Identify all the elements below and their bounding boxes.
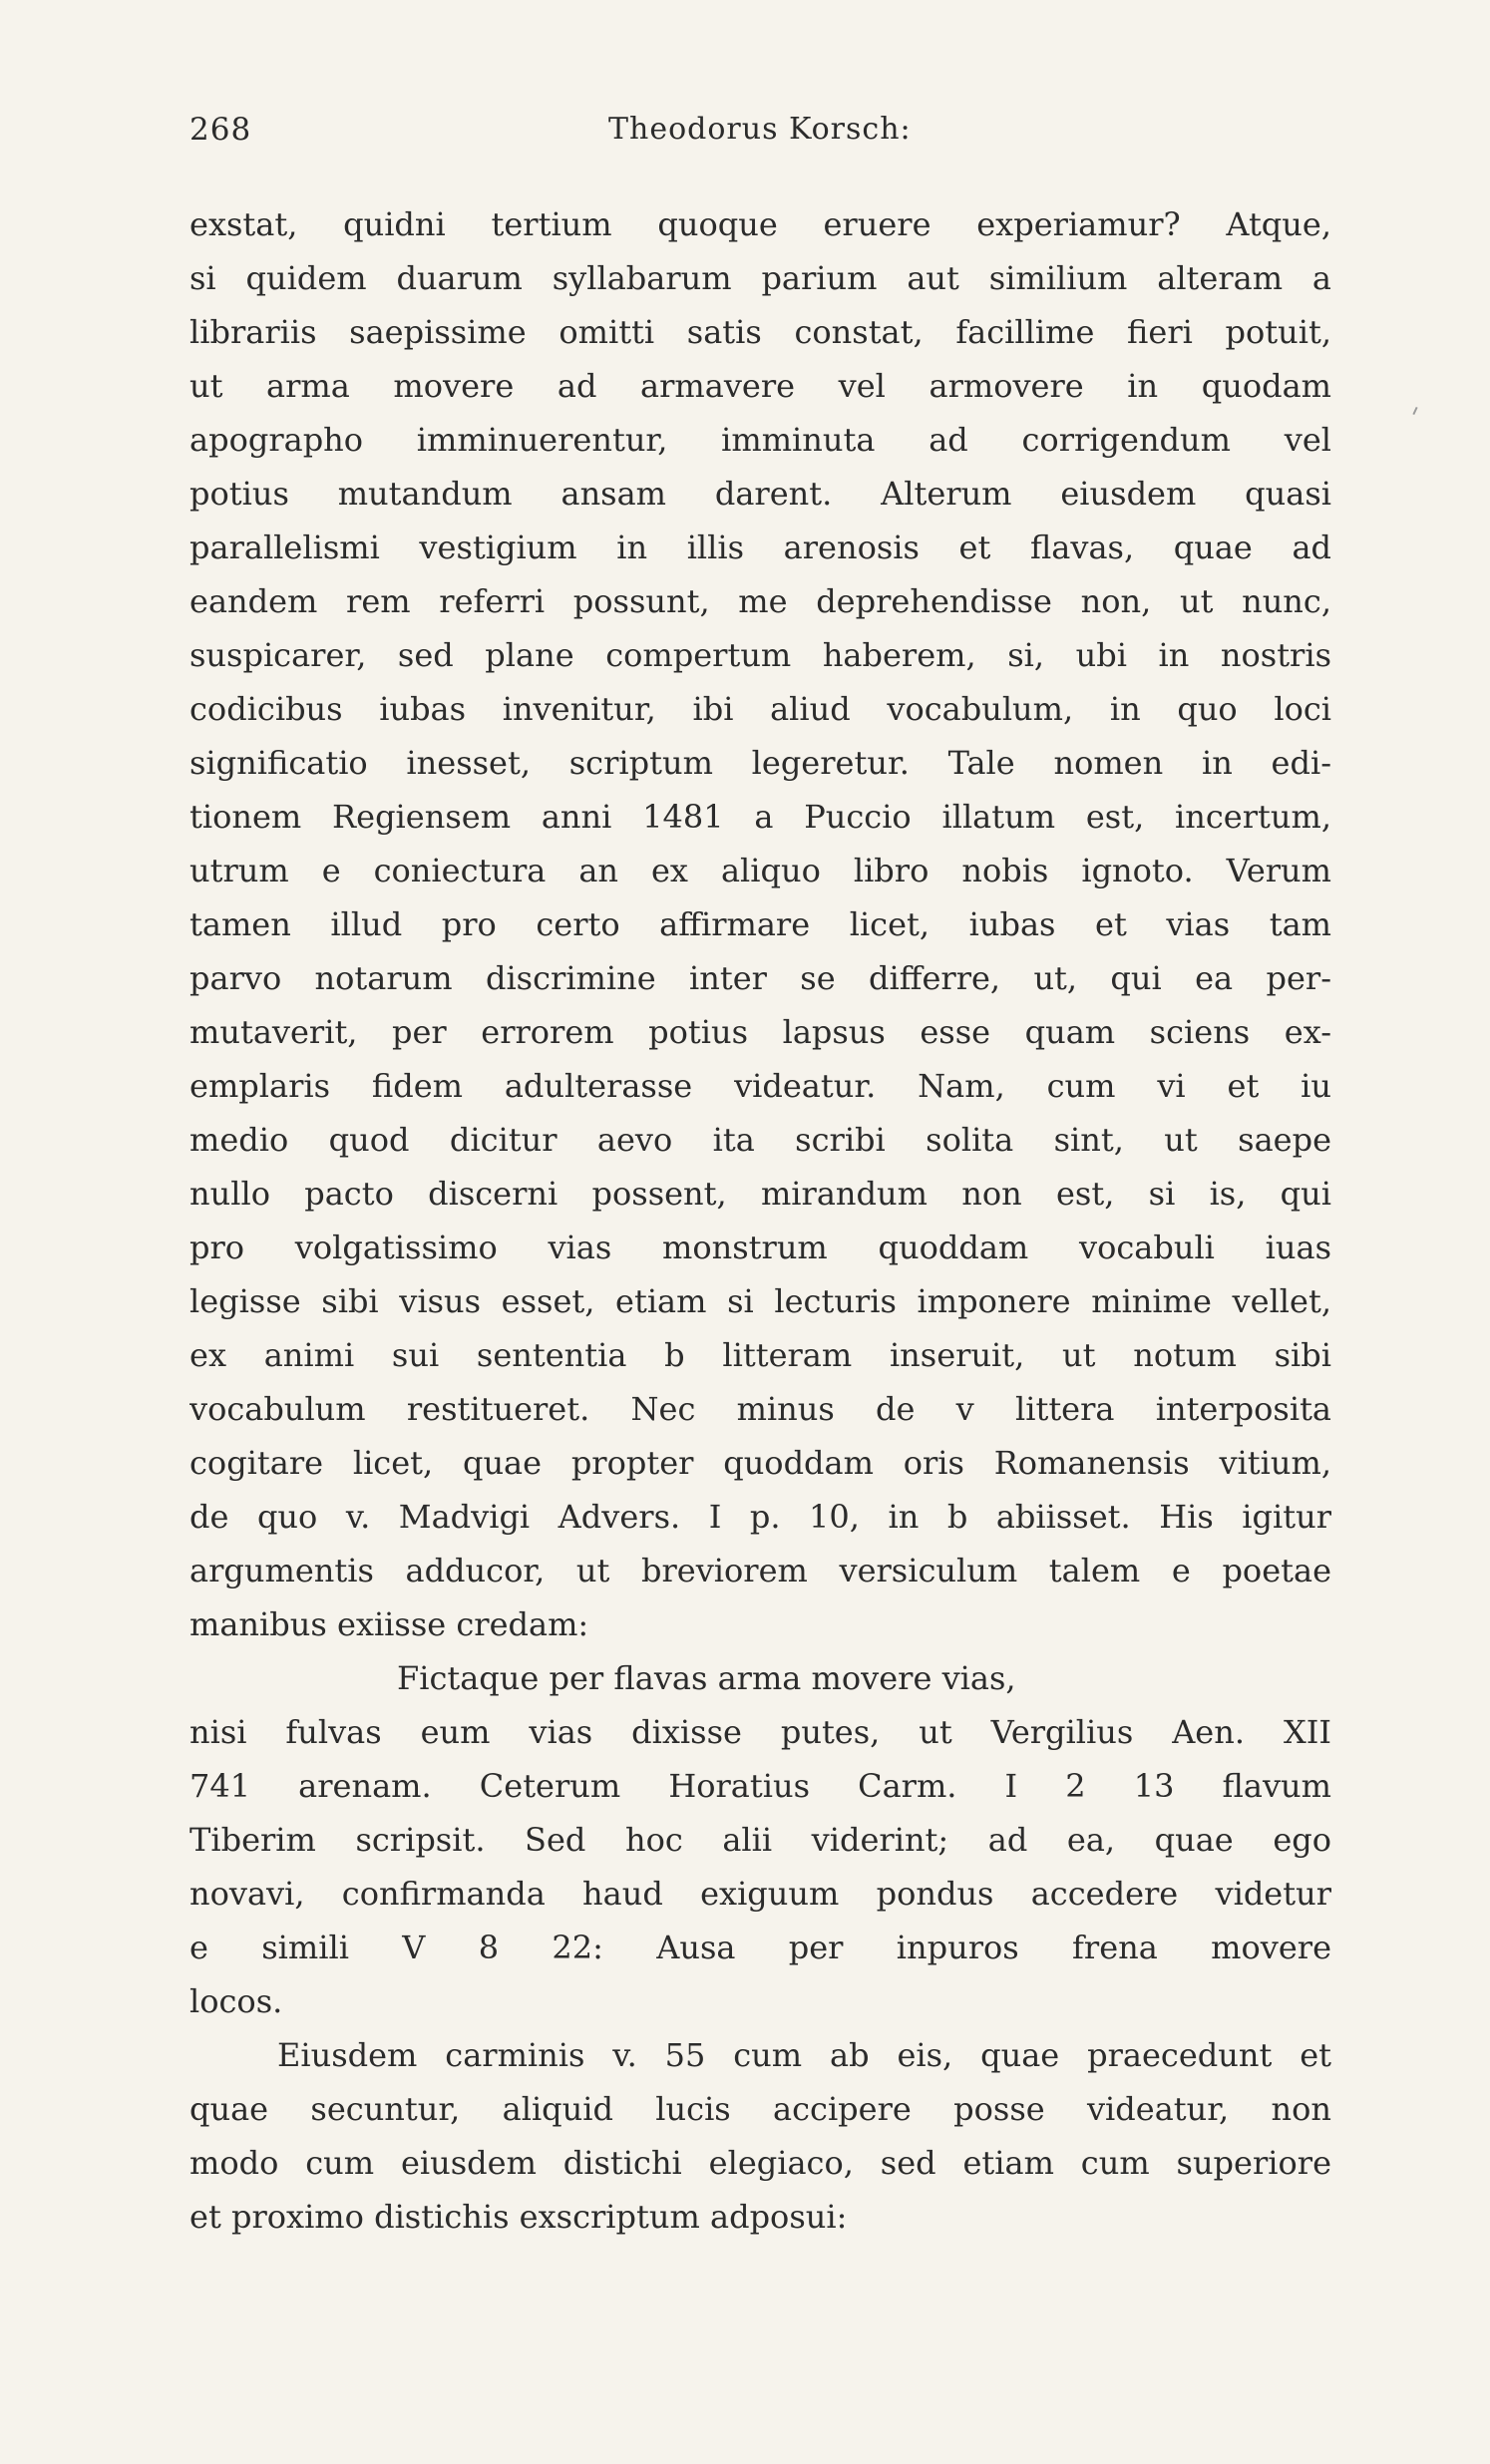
text-line: significatio inesset, scriptum legeretur. Tale nomen in edi- bbox=[189, 744, 1331, 782]
text-line: quae secuntur, aliquid lucis accipere posse videatur, non bbox=[189, 2090, 1331, 2128]
text-line: pro volgatissimo vias monstrum quoddam vocabuli iuas bbox=[189, 1229, 1331, 1266]
running-title: Theodorus Korsch: bbox=[608, 112, 912, 147]
text-line: nisi fulvas eum vias dixisse putes, ut Vergilius Aen. XII bbox=[189, 1713, 1331, 1751]
text-line: argumentis adducor, ut breviorem versiculum talem e poetae bbox=[189, 1552, 1331, 1589]
text-line: utrum e coniectura an ex aliquo libro nobis ignoto. Verum bbox=[189, 852, 1331, 889]
text-line: eandem rem referri possunt, me deprehendisse non, ut nunc, bbox=[189, 582, 1331, 620]
text-line: vocabulum restitueret. Nec minus de v littera interposita bbox=[189, 1390, 1331, 1428]
text-line: novavi, confirmanda haud exiguum pondus accedere videtur bbox=[189, 1875, 1331, 1913]
text-line: e simili V 8 22: Ausa per inpuros frena movere bbox=[189, 1929, 1331, 1966]
text-line: 741 arenam. Ceterum Horatius Carm. I 2 13 flavum bbox=[189, 1767, 1331, 1805]
text-line: modo cum eiusdem distichi elegiaco, sed etiam cum superiore bbox=[189, 2144, 1331, 2182]
text-line: parvo notarum discrimine inter se differre, ut, qui ea per- bbox=[189, 959, 1331, 997]
text-line: tionem Regiensem anni 1481 a Puccio illatum est, incertum, bbox=[189, 798, 1331, 836]
text-line: legisse sibi visus esset, etiam si lecturis imponere minime vellet, bbox=[189, 1282, 1331, 1320]
text-line: medio quod dicitur aevo ita scribi solita sint, ut saepe bbox=[189, 1121, 1331, 1159]
text-line: apographo imminuerentur, imminuta ad corrigendum vel bbox=[189, 421, 1331, 459]
text-line: ex animi sui sententia b litteram inseruit, ut notum sibi bbox=[189, 1336, 1331, 1374]
text-line: nullo pacto discerni possent, mirandum non est, si is, qui bbox=[189, 1175, 1331, 1213]
verse-line: Fictaque per flavas arma movere vias, bbox=[397, 1659, 1016, 1697]
paragraph-first-line: Eiusdem carminis v. 55 cum ab eis, quae praecedunt et bbox=[277, 2036, 1331, 2074]
text-line: exstat, quidni tertium quoque eruere experiamur? Atque, bbox=[189, 205, 1331, 243]
text-line: de quo v. Madvigi Advers. I p. 10, in b abiisset. His igitur bbox=[189, 1498, 1331, 1536]
text-line: ut arma movere ad armavere vel armovere in quodam bbox=[189, 367, 1331, 405]
margin-mark bbox=[1412, 407, 1417, 415]
text-line: suspicarer, sed plane compertum haberem, si, ubi in nostris bbox=[189, 636, 1331, 674]
text-line: Tiberim scripsit. Sed hoc alii viderint; ad ea, quae ego bbox=[189, 1821, 1331, 1859]
text-line: tamen illud pro certo affirmare licet, iubas et vias tam bbox=[189, 905, 1331, 943]
text-line: potius mutandum ansam darent. Alterum eiusdem quasi bbox=[189, 475, 1331, 513]
text-line: cogitare licet, quae propter quoddam oris Romanensis vitium, bbox=[189, 1444, 1331, 1482]
text-line: parallelismi vestigium in illis arenosis et flavas, quae ad bbox=[189, 528, 1331, 566]
text-line: mutaverit, per errorem potius lapsus esse quam sciens ex- bbox=[189, 1013, 1331, 1051]
page-number: 268 bbox=[189, 112, 252, 148]
body-text bbox=[189, 197, 1331, 2244]
text-line: locos. bbox=[189, 1982, 283, 2020]
text-line: manibus exiisse credam: bbox=[189, 1605, 589, 1643]
running-head bbox=[189, 112, 1331, 158]
text-line: codicibus iubas invenitur, ibi aliud vocabulum, in quo loci bbox=[189, 690, 1331, 728]
text-line: librariis saepissime omitti satis constat, facillime fieri potuit, bbox=[189, 313, 1331, 351]
text-line: emplaris fidem adulterasse videatur. Nam, cum vi et iu bbox=[189, 1067, 1331, 1105]
text-line: si quidem duarum syllabarum parium aut similium alteram a bbox=[189, 259, 1331, 297]
text-line: et proximo distichis exscriptum adposui: bbox=[189, 2198, 848, 2236]
